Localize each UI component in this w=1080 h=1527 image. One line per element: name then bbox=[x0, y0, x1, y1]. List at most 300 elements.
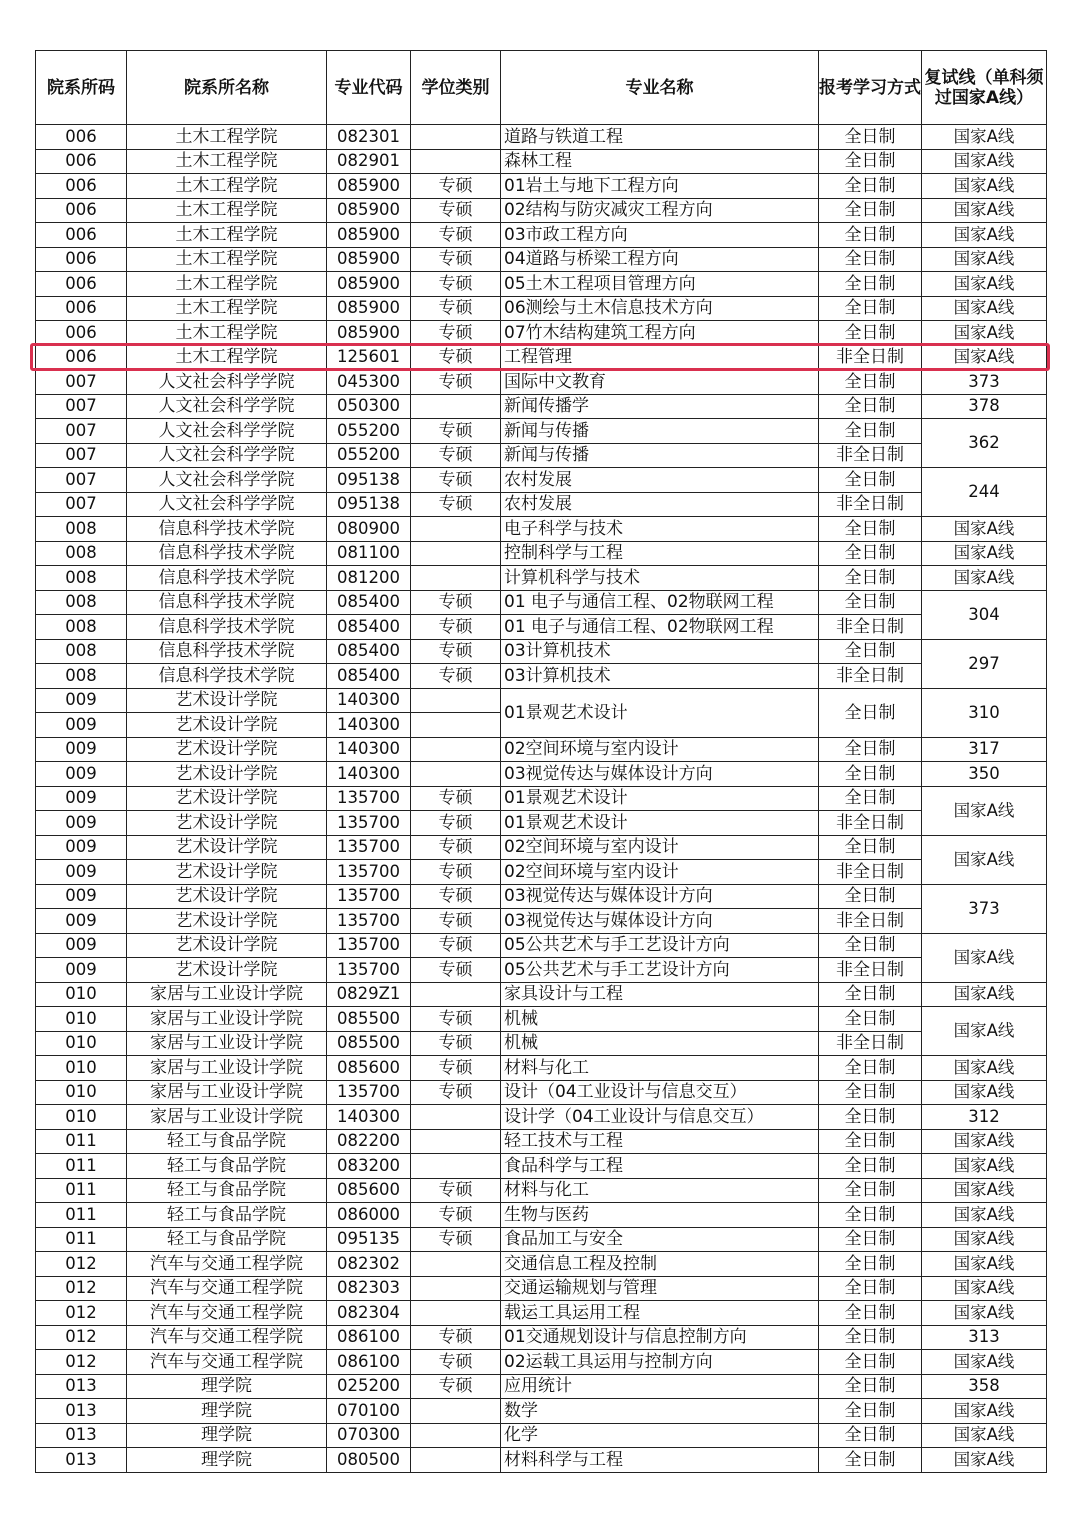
school-code-cell: 009 bbox=[36, 786, 127, 811]
major-name-cell: 01 电子与通信工程、02物联网工程 bbox=[501, 615, 819, 640]
major-code-cell: 085900 bbox=[327, 174, 411, 199]
degree-cell bbox=[411, 1154, 501, 1179]
school-name-cell: 理学院 bbox=[127, 1423, 327, 1448]
degree-cell: 专硕 bbox=[411, 1227, 501, 1252]
retest-line-cell: 国家A线 bbox=[922, 1178, 1047, 1203]
school-name-cell: 人文社会科学学院 bbox=[127, 394, 327, 419]
major-code-cell: 082302 bbox=[327, 1252, 411, 1277]
school-code-cell: 006 bbox=[36, 174, 127, 199]
school-code-cell: 012 bbox=[36, 1350, 127, 1375]
degree-cell: 专硕 bbox=[411, 443, 501, 468]
major-code-cell: 025200 bbox=[327, 1374, 411, 1399]
degree-cell bbox=[411, 1276, 501, 1301]
school-code-cell: 006 bbox=[36, 247, 127, 272]
school-name-cell: 土木工程学院 bbox=[127, 247, 327, 272]
table-row bbox=[36, 1227, 1047, 1252]
school-name-cell: 艺术设计学院 bbox=[127, 762, 327, 787]
study-mode-cell: 非全日制 bbox=[819, 492, 922, 517]
degree-cell bbox=[411, 1129, 501, 1154]
retest-line-cell: 国家A线 bbox=[922, 272, 1047, 297]
school-code-cell: 007 bbox=[36, 492, 127, 517]
degree-cell: 专硕 bbox=[411, 590, 501, 615]
table-row bbox=[36, 272, 1047, 297]
major-code-cell: 085900 bbox=[327, 247, 411, 272]
table-row bbox=[36, 860, 1047, 885]
school-code-cell: 008 bbox=[36, 517, 127, 542]
retest-line-cell: 国家A线 bbox=[922, 1301, 1047, 1326]
degree-cell: 专硕 bbox=[411, 1325, 501, 1350]
major-name-cell: 国际中文教育 bbox=[501, 370, 819, 395]
school-code-cell: 006 bbox=[36, 272, 127, 297]
degree-cell bbox=[411, 1399, 501, 1424]
major-code-cell: 135700 bbox=[327, 835, 411, 860]
study-mode-cell: 全日制 bbox=[819, 1448, 922, 1473]
major-code-cell: 085900 bbox=[327, 321, 411, 346]
table-row bbox=[36, 468, 1047, 493]
retest-line-cell: 297 bbox=[922, 639, 1047, 688]
major-code-cell: 095138 bbox=[327, 468, 411, 493]
study-mode-cell: 全日制 bbox=[819, 688, 922, 737]
major-code-cell: 085900 bbox=[327, 198, 411, 223]
school-code-cell: 006 bbox=[36, 321, 127, 346]
study-mode-cell: 全日制 bbox=[819, 394, 922, 419]
degree-cell: 专硕 bbox=[411, 247, 501, 272]
school-name-cell: 汽车与交通工程学院 bbox=[127, 1276, 327, 1301]
header-school-name: 院系所名称 bbox=[127, 51, 327, 125]
school-code-cell: 009 bbox=[36, 762, 127, 787]
study-mode-cell: 全日制 bbox=[819, 517, 922, 542]
header-degree-type: 学位类别 bbox=[411, 51, 501, 125]
school-code-cell: 007 bbox=[36, 443, 127, 468]
school-name-cell: 艺术设计学院 bbox=[127, 835, 327, 860]
study-mode-cell: 非全日制 bbox=[819, 958, 922, 983]
major-name-cell: 交通信息工程及控制 bbox=[501, 1252, 819, 1277]
study-mode-cell: 全日制 bbox=[819, 1301, 922, 1326]
table-row bbox=[36, 1007, 1047, 1032]
school-name-cell: 信息科学技术学院 bbox=[127, 639, 327, 664]
major-code-cell: 055200 bbox=[327, 443, 411, 468]
major-name-cell: 森林工程 bbox=[501, 149, 819, 174]
major-code-cell: 085400 bbox=[327, 615, 411, 640]
table-row bbox=[36, 419, 1047, 444]
retest-line-cell: 国家A线 bbox=[922, 566, 1047, 591]
table-row bbox=[36, 1203, 1047, 1228]
retest-line-cell: 国家A线 bbox=[922, 125, 1047, 150]
school-code-cell: 006 bbox=[36, 223, 127, 248]
retest-line-cell: 国家A线 bbox=[922, 517, 1047, 542]
retest-line-cell: 国家A线 bbox=[922, 933, 1047, 982]
major-name-cell: 道路与铁道工程 bbox=[501, 125, 819, 150]
degree-cell bbox=[411, 541, 501, 566]
admission-table-container bbox=[35, 50, 1047, 1473]
degree-cell bbox=[411, 517, 501, 542]
school-name-cell: 土木工程学院 bbox=[127, 345, 327, 370]
degree-cell bbox=[411, 1423, 501, 1448]
school-name-cell: 土木工程学院 bbox=[127, 321, 327, 346]
school-code-cell: 009 bbox=[36, 860, 127, 885]
retest-line-cell: 国家A线 bbox=[922, 786, 1047, 835]
degree-cell: 专硕 bbox=[411, 860, 501, 885]
retest-line-cell: 国家A线 bbox=[922, 1399, 1047, 1424]
school-name-cell: 艺术设计学院 bbox=[127, 786, 327, 811]
table-row bbox=[36, 345, 1047, 370]
school-code-cell: 008 bbox=[36, 590, 127, 615]
school-code-cell: 009 bbox=[36, 737, 127, 762]
school-name-cell: 土木工程学院 bbox=[127, 174, 327, 199]
major-code-cell: 082200 bbox=[327, 1129, 411, 1154]
retest-line-cell: 国家A线 bbox=[922, 1276, 1047, 1301]
school-code-cell: 006 bbox=[36, 198, 127, 223]
school-name-cell: 家居与工业设计学院 bbox=[127, 1056, 327, 1081]
major-code-cell: 0829Z1 bbox=[327, 982, 411, 1007]
study-mode-cell: 全日制 bbox=[819, 737, 922, 762]
major-name-cell: 04道路与桥梁工程方向 bbox=[501, 247, 819, 272]
school-name-cell: 汽车与交通工程学院 bbox=[127, 1252, 327, 1277]
degree-cell: 专硕 bbox=[411, 370, 501, 395]
retest-line-cell: 国家A线 bbox=[922, 1448, 1047, 1473]
header-major-name: 专业名称 bbox=[501, 51, 819, 125]
study-mode-cell: 全日制 bbox=[819, 1178, 922, 1203]
study-mode-cell: 全日制 bbox=[819, 1080, 922, 1105]
school-code-cell: 007 bbox=[36, 419, 127, 444]
study-mode-cell: 全日制 bbox=[819, 321, 922, 346]
study-mode-cell: 全日制 bbox=[819, 1056, 922, 1081]
table-row bbox=[36, 198, 1047, 223]
retest-line-cell: 国家A线 bbox=[922, 296, 1047, 321]
table-row bbox=[36, 1129, 1047, 1154]
school-code-cell: 009 bbox=[36, 688, 127, 713]
school-code-cell: 008 bbox=[36, 541, 127, 566]
degree-cell: 专硕 bbox=[411, 296, 501, 321]
table-row bbox=[36, 1056, 1047, 1081]
school-name-cell: 汽车与交通工程学院 bbox=[127, 1301, 327, 1326]
retest-line-cell: 国家A线 bbox=[922, 835, 1047, 884]
school-name-cell: 人文社会科学学院 bbox=[127, 492, 327, 517]
major-code-cell: 135700 bbox=[327, 958, 411, 983]
retest-line-cell: 312 bbox=[922, 1105, 1047, 1130]
school-name-cell: 土木工程学院 bbox=[127, 272, 327, 297]
school-name-cell: 艺术设计学院 bbox=[127, 811, 327, 836]
school-name-cell: 汽车与交通工程学院 bbox=[127, 1350, 327, 1375]
retest-line-cell: 国家A线 bbox=[922, 1227, 1047, 1252]
retest-line-cell: 国家A线 bbox=[922, 1056, 1047, 1081]
major-name-cell: 交通运输规划与管理 bbox=[501, 1276, 819, 1301]
school-code-cell: 006 bbox=[36, 296, 127, 321]
major-code-cell: 082304 bbox=[327, 1301, 411, 1326]
table-row bbox=[36, 639, 1047, 664]
study-mode-cell: 全日制 bbox=[819, 125, 922, 150]
major-name-cell: 食品加工与安全 bbox=[501, 1227, 819, 1252]
major-code-cell: 135700 bbox=[327, 933, 411, 958]
degree-cell bbox=[411, 149, 501, 174]
school-name-cell: 人文社会科学学院 bbox=[127, 419, 327, 444]
retest-line-cell: 国家A线 bbox=[922, 1007, 1047, 1056]
degree-cell: 专硕 bbox=[411, 1056, 501, 1081]
study-mode-cell: 非全日制 bbox=[819, 811, 922, 836]
retest-line-cell: 国家A线 bbox=[922, 223, 1047, 248]
major-code-cell: 095138 bbox=[327, 492, 411, 517]
major-name-cell: 机械 bbox=[501, 1007, 819, 1032]
major-name-cell: 设计（04工业设计与信息交互） bbox=[501, 1080, 819, 1105]
major-name-cell: 家具设计与工程 bbox=[501, 982, 819, 1007]
school-name-cell: 家居与工业设计学院 bbox=[127, 1105, 327, 1130]
study-mode-cell: 全日制 bbox=[819, 1129, 922, 1154]
degree-cell: 专硕 bbox=[411, 321, 501, 346]
study-mode-cell: 全日制 bbox=[819, 1423, 922, 1448]
school-name-cell: 艺术设计学院 bbox=[127, 958, 327, 983]
table-row bbox=[36, 933, 1047, 958]
degree-cell: 专硕 bbox=[411, 933, 501, 958]
study-mode-cell: 全日制 bbox=[819, 296, 922, 321]
school-name-cell: 轻工与食品学院 bbox=[127, 1129, 327, 1154]
study-mode-cell: 全日制 bbox=[819, 639, 922, 664]
school-code-cell: 010 bbox=[36, 1080, 127, 1105]
school-code-cell: 010 bbox=[36, 982, 127, 1007]
study-mode-cell: 全日制 bbox=[819, 762, 922, 787]
degree-cell: 专硕 bbox=[411, 468, 501, 493]
major-code-cell: 135700 bbox=[327, 811, 411, 836]
study-mode-cell: 全日制 bbox=[819, 1227, 922, 1252]
table-row bbox=[36, 1301, 1047, 1326]
school-name-cell: 人文社会科学学院 bbox=[127, 370, 327, 395]
table-row bbox=[36, 884, 1047, 909]
school-name-cell: 艺术设计学院 bbox=[127, 933, 327, 958]
retest-line-cell: 378 bbox=[922, 394, 1047, 419]
major-name-cell: 载运工具运用工程 bbox=[501, 1301, 819, 1326]
school-code-cell: 013 bbox=[36, 1374, 127, 1399]
table-row bbox=[36, 1031, 1047, 1056]
major-name-cell: 01 电子与通信工程、02物联网工程 bbox=[501, 590, 819, 615]
school-code-cell: 010 bbox=[36, 1056, 127, 1081]
major-name-cell: 03市政工程方向 bbox=[501, 223, 819, 248]
retest-line-cell: 国家A线 bbox=[922, 1423, 1047, 1448]
study-mode-cell: 全日制 bbox=[819, 370, 922, 395]
degree-cell: 专硕 bbox=[411, 223, 501, 248]
school-name-cell: 土木工程学院 bbox=[127, 125, 327, 150]
degree-cell: 专硕 bbox=[411, 1007, 501, 1032]
school-code-cell: 012 bbox=[36, 1325, 127, 1350]
retest-line-cell: 国家A线 bbox=[922, 1252, 1047, 1277]
degree-cell: 专硕 bbox=[411, 1080, 501, 1105]
retest-line-cell: 国家A线 bbox=[922, 1154, 1047, 1179]
school-code-cell: 010 bbox=[36, 1105, 127, 1130]
retest-line-cell: 304 bbox=[922, 590, 1047, 639]
major-name-cell: 02空间环境与室内设计 bbox=[501, 835, 819, 860]
major-name-cell: 轻工技术与工程 bbox=[501, 1129, 819, 1154]
table-row bbox=[36, 394, 1047, 419]
school-name-cell: 信息科学技术学院 bbox=[127, 566, 327, 591]
table-row bbox=[36, 909, 1047, 934]
degree-cell: 专硕 bbox=[411, 272, 501, 297]
retest-line-cell: 373 bbox=[922, 370, 1047, 395]
major-name-cell: 控制科学与工程 bbox=[501, 541, 819, 566]
study-mode-cell: 全日制 bbox=[819, 835, 922, 860]
retest-line-cell: 国家A线 bbox=[922, 321, 1047, 346]
major-code-cell: 085400 bbox=[327, 664, 411, 689]
major-name-cell: 01景观艺术设计 bbox=[501, 811, 819, 836]
study-mode-cell: 非全日制 bbox=[819, 909, 922, 934]
table-row bbox=[36, 737, 1047, 762]
degree-cell: 专硕 bbox=[411, 492, 501, 517]
table-row bbox=[36, 688, 1047, 713]
major-name-cell: 设计学（04工业设计与信息交互） bbox=[501, 1105, 819, 1130]
school-name-cell: 土木工程学院 bbox=[127, 223, 327, 248]
retest-line-cell: 国家A线 bbox=[922, 1080, 1047, 1105]
school-name-cell: 艺术设计学院 bbox=[127, 713, 327, 738]
school-name-cell: 人文社会科学学院 bbox=[127, 443, 327, 468]
study-mode-cell: 全日制 bbox=[819, 1252, 922, 1277]
major-code-cell: 070300 bbox=[327, 1423, 411, 1448]
major-code-cell: 085900 bbox=[327, 296, 411, 321]
major-code-cell: 082901 bbox=[327, 149, 411, 174]
table-row bbox=[36, 247, 1047, 272]
study-mode-cell: 全日制 bbox=[819, 419, 922, 444]
school-code-cell: 012 bbox=[36, 1301, 127, 1326]
school-name-cell: 信息科学技术学院 bbox=[127, 517, 327, 542]
major-code-cell: 086100 bbox=[327, 1350, 411, 1375]
major-code-cell: 080900 bbox=[327, 517, 411, 542]
major-code-cell: 082301 bbox=[327, 125, 411, 150]
study-mode-cell: 全日制 bbox=[819, 566, 922, 591]
table-row bbox=[36, 296, 1047, 321]
retest-line-cell: 国家A线 bbox=[922, 149, 1047, 174]
table-row bbox=[36, 174, 1047, 199]
school-code-cell: 008 bbox=[36, 639, 127, 664]
degree-cell bbox=[411, 125, 501, 150]
study-mode-cell: 全日制 bbox=[819, 1350, 922, 1375]
degree-cell bbox=[411, 1301, 501, 1326]
major-code-cell: 045300 bbox=[327, 370, 411, 395]
degree-cell bbox=[411, 566, 501, 591]
study-mode-cell: 全日制 bbox=[819, 1154, 922, 1179]
school-name-cell: 土木工程学院 bbox=[127, 149, 327, 174]
retest-line-cell: 国家A线 bbox=[922, 198, 1047, 223]
major-code-cell: 085600 bbox=[327, 1178, 411, 1203]
school-code-cell: 011 bbox=[36, 1178, 127, 1203]
major-name-cell: 07竹木结构建筑工程方向 bbox=[501, 321, 819, 346]
study-mode-cell: 全日制 bbox=[819, 1203, 922, 1228]
school-name-cell: 轻工与食品学院 bbox=[127, 1203, 327, 1228]
school-code-cell: 010 bbox=[36, 1031, 127, 1056]
degree-cell: 专硕 bbox=[411, 615, 501, 640]
study-mode-cell: 全日制 bbox=[819, 272, 922, 297]
major-code-cell: 085900 bbox=[327, 223, 411, 248]
table-row bbox=[36, 835, 1047, 860]
school-name-cell: 家居与工业设计学院 bbox=[127, 1007, 327, 1032]
major-name-cell: 05土木工程项目管理方向 bbox=[501, 272, 819, 297]
header-school-code: 院系所码 bbox=[36, 51, 127, 125]
table-row bbox=[36, 590, 1047, 615]
major-name-cell: 新闻与传播 bbox=[501, 443, 819, 468]
major-name-cell: 化学 bbox=[501, 1423, 819, 1448]
school-code-cell: 008 bbox=[36, 566, 127, 591]
table-row bbox=[36, 811, 1047, 836]
school-code-cell: 009 bbox=[36, 811, 127, 836]
degree-cell: 专硕 bbox=[411, 1203, 501, 1228]
major-code-cell: 080500 bbox=[327, 1448, 411, 1473]
school-code-cell: 011 bbox=[36, 1154, 127, 1179]
major-name-cell: 01景观艺术设计 bbox=[501, 688, 819, 737]
major-code-cell: 085400 bbox=[327, 639, 411, 664]
study-mode-cell: 非全日制 bbox=[819, 860, 922, 885]
school-code-cell: 006 bbox=[36, 125, 127, 150]
school-code-cell: 013 bbox=[36, 1448, 127, 1473]
degree-cell: 专硕 bbox=[411, 419, 501, 444]
table-row bbox=[36, 1423, 1047, 1448]
major-code-cell: 085400 bbox=[327, 590, 411, 615]
school-code-cell: 011 bbox=[36, 1227, 127, 1252]
retest-line-cell: 310 bbox=[922, 688, 1047, 737]
table-row bbox=[36, 1080, 1047, 1105]
degree-cell: 专硕 bbox=[411, 1031, 501, 1056]
major-code-cell: 070100 bbox=[327, 1399, 411, 1424]
major-code-cell: 055200 bbox=[327, 419, 411, 444]
school-code-cell: 007 bbox=[36, 468, 127, 493]
major-name-cell: 01景观艺术设计 bbox=[501, 786, 819, 811]
school-code-cell: 008 bbox=[36, 664, 127, 689]
major-name-cell: 03计算机技术 bbox=[501, 639, 819, 664]
major-name-cell: 03视觉传达与媒体设计方向 bbox=[501, 884, 819, 909]
degree-cell: 专硕 bbox=[411, 958, 501, 983]
table-row bbox=[36, 1448, 1047, 1473]
major-code-cell: 125601 bbox=[327, 345, 411, 370]
major-code-cell: 140300 bbox=[327, 1105, 411, 1130]
school-name-cell: 艺术设计学院 bbox=[127, 860, 327, 885]
table-row bbox=[36, 786, 1047, 811]
major-name-cell: 01交通规划设计与信息控制方向 bbox=[501, 1325, 819, 1350]
study-mode-cell: 全日制 bbox=[819, 1276, 922, 1301]
retest-line-cell: 国家A线 bbox=[922, 1350, 1047, 1375]
degree-cell bbox=[411, 688, 501, 713]
major-name-cell: 06测绘与土木信息技术方向 bbox=[501, 296, 819, 321]
major-code-cell: 085600 bbox=[327, 1056, 411, 1081]
school-name-cell: 信息科学技术学院 bbox=[127, 615, 327, 640]
school-code-cell: 009 bbox=[36, 933, 127, 958]
major-name-cell: 计算机科学与技术 bbox=[501, 566, 819, 591]
school-name-cell: 理学院 bbox=[127, 1448, 327, 1473]
school-name-cell: 土木工程学院 bbox=[127, 296, 327, 321]
study-mode-cell: 全日制 bbox=[819, 223, 922, 248]
school-code-cell: 010 bbox=[36, 1007, 127, 1032]
school-code-cell: 011 bbox=[36, 1129, 127, 1154]
study-mode-cell: 全日制 bbox=[819, 247, 922, 272]
major-code-cell: 085500 bbox=[327, 1031, 411, 1056]
retest-line-cell: 350 bbox=[922, 762, 1047, 787]
major-name-cell: 工程管理 bbox=[501, 345, 819, 370]
study-mode-cell: 非全日制 bbox=[819, 443, 922, 468]
retest-line-cell: 国家A线 bbox=[922, 1203, 1047, 1228]
degree-cell: 专硕 bbox=[411, 786, 501, 811]
school-name-cell: 土木工程学院 bbox=[127, 198, 327, 223]
degree-cell: 专硕 bbox=[411, 174, 501, 199]
school-name-cell: 理学院 bbox=[127, 1374, 327, 1399]
retest-line-cell: 244 bbox=[922, 468, 1047, 517]
school-name-cell: 信息科学技术学院 bbox=[127, 664, 327, 689]
school-code-cell: 009 bbox=[36, 835, 127, 860]
major-code-cell: 085500 bbox=[327, 1007, 411, 1032]
major-name-cell: 02空间环境与室内设计 bbox=[501, 737, 819, 762]
school-name-cell: 艺术设计学院 bbox=[127, 737, 327, 762]
degree-cell bbox=[411, 713, 501, 738]
school-name-cell: 轻工与食品学院 bbox=[127, 1178, 327, 1203]
study-mode-cell: 全日制 bbox=[819, 198, 922, 223]
header-major-code: 专业代码 bbox=[327, 51, 411, 125]
degree-cell bbox=[411, 394, 501, 419]
table-row bbox=[36, 125, 1047, 150]
degree-cell bbox=[411, 762, 501, 787]
major-code-cell: 140300 bbox=[327, 737, 411, 762]
degree-cell: 专硕 bbox=[411, 1178, 501, 1203]
